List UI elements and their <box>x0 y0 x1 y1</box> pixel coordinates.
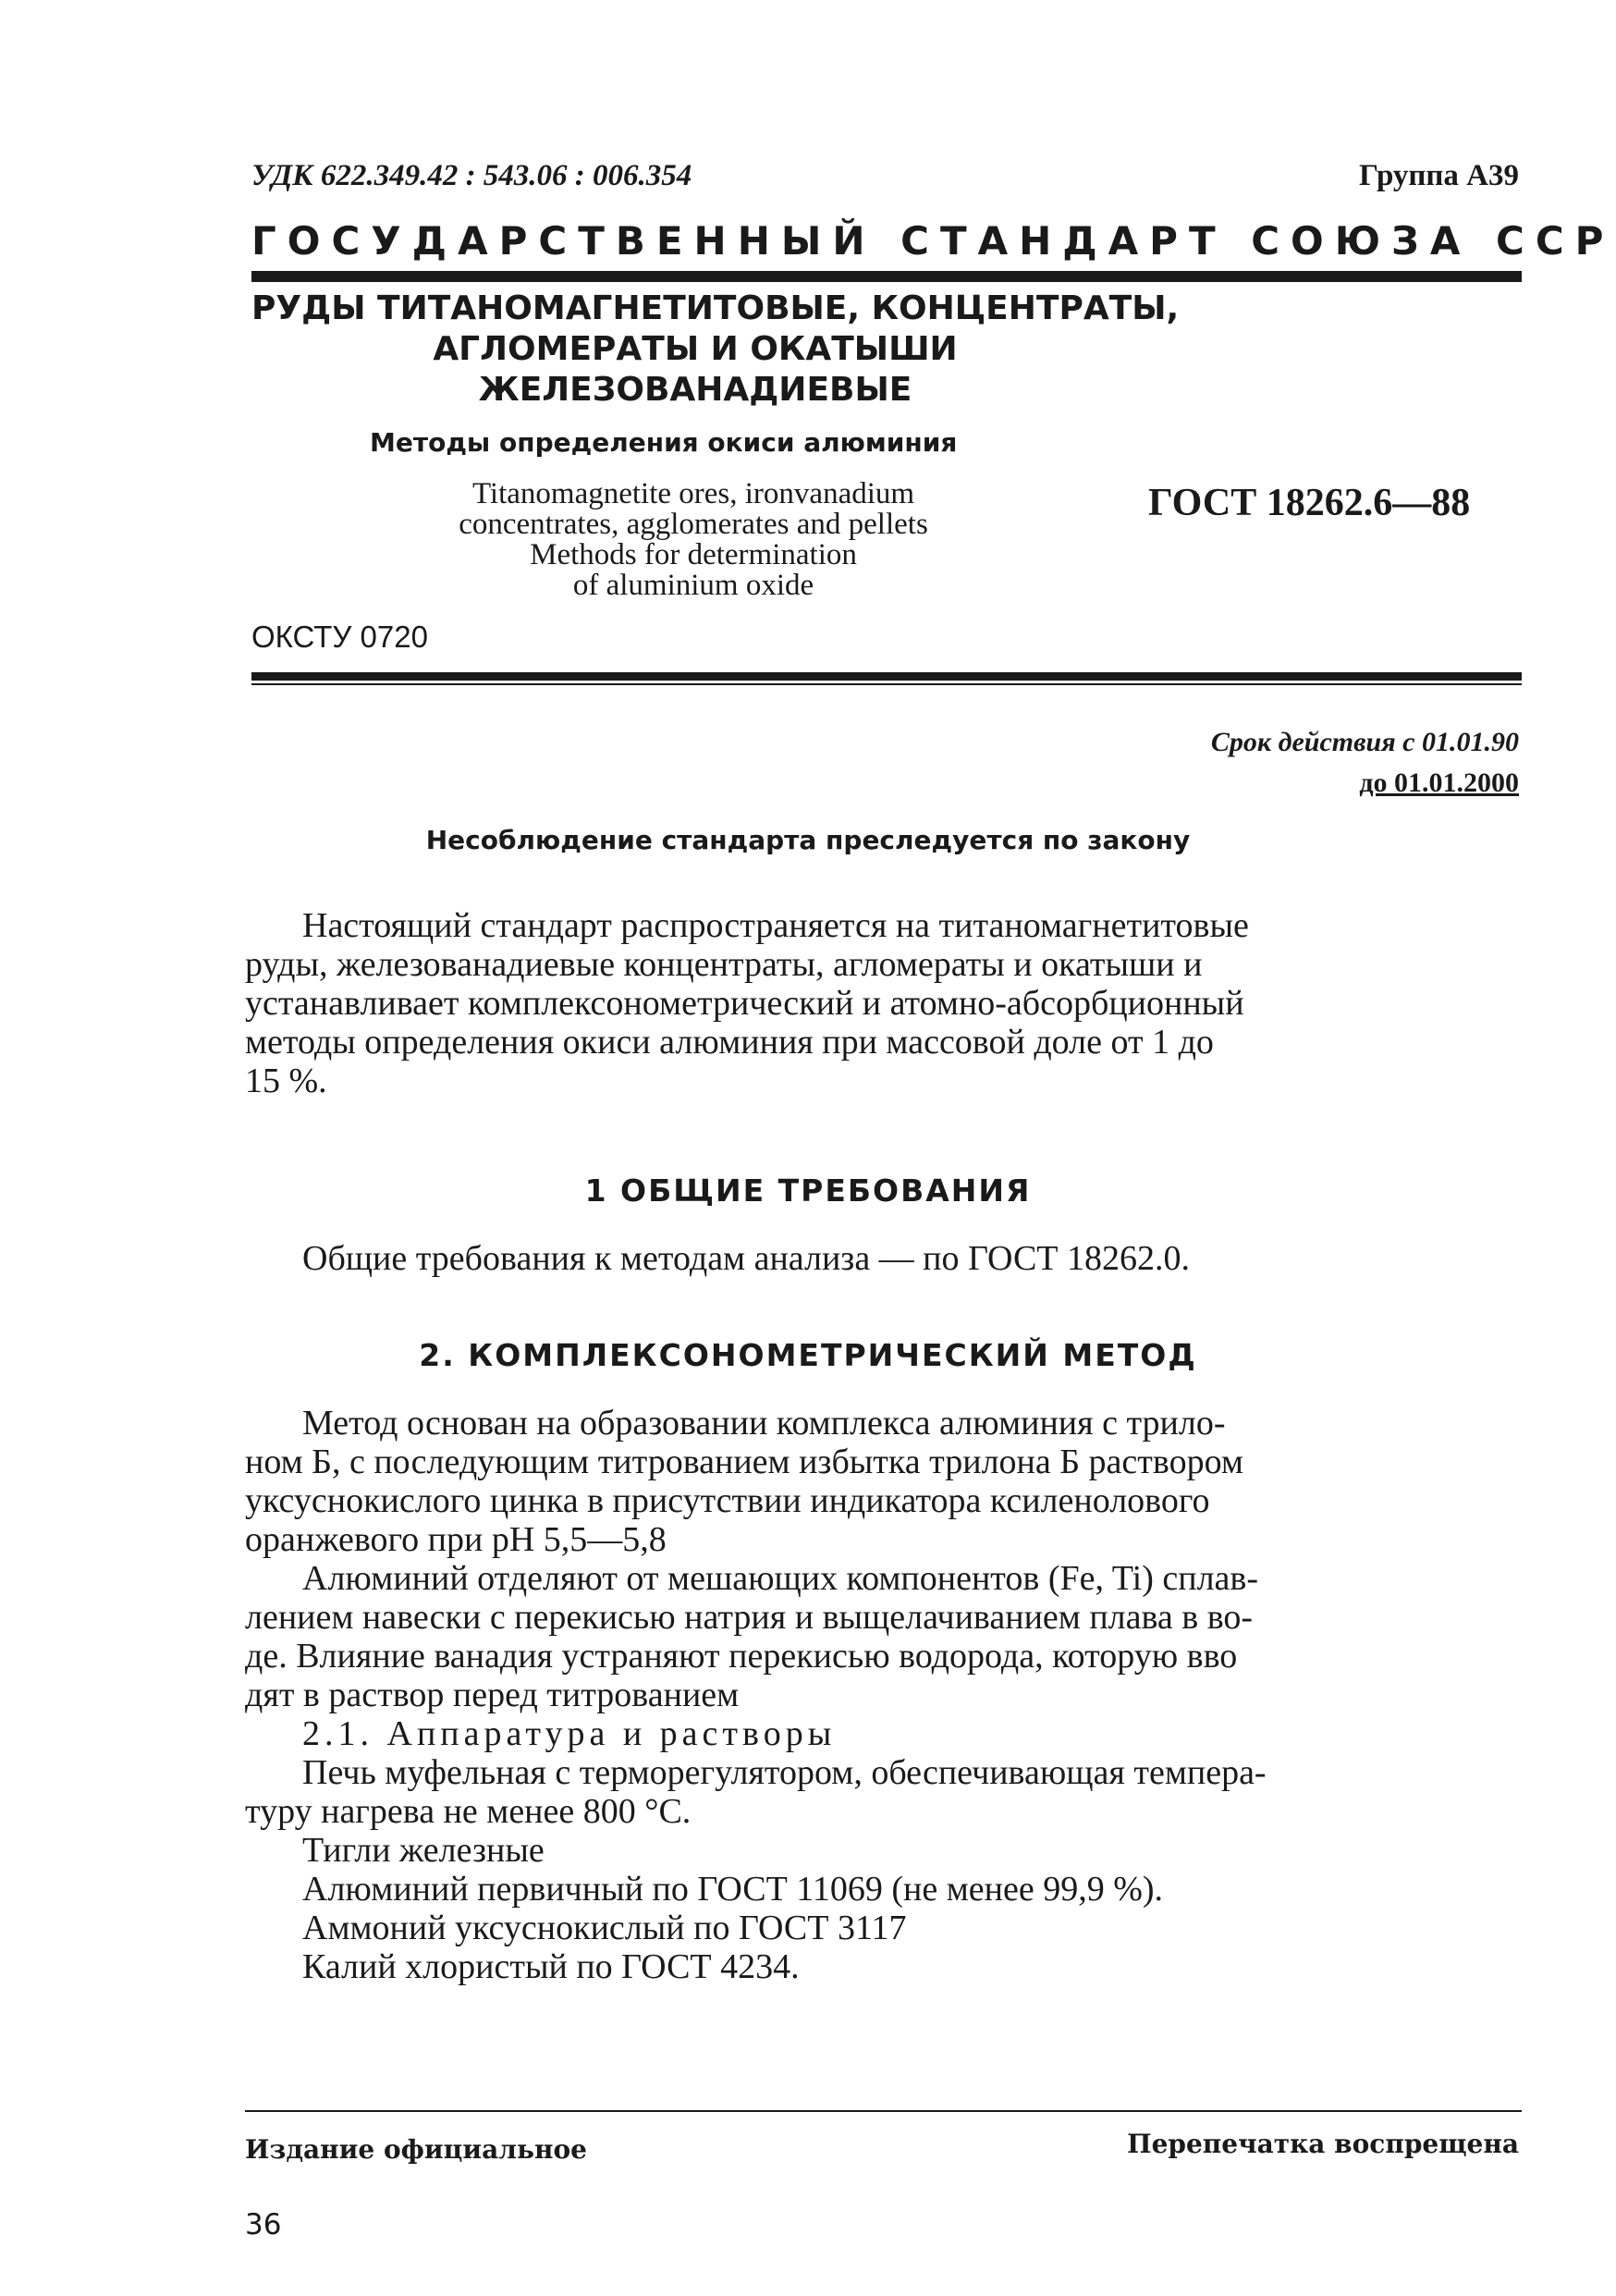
method-line: ном Б, с последующим титрованием избытка трилона Б раствором <box>245 1443 1243 1481</box>
reagent-item: Калий хлористый по ГОСТ 4234. <box>302 1947 800 1986</box>
group-code: Группа А39 <box>1359 159 1519 192</box>
state-standard-heading: ГОСУДАРСТВЕННЫЙ СТАНДАРТ СОЮЗА ССР <box>251 218 1615 264</box>
title-russian <box>251 289 1180 411</box>
apparatus-line: туру нагрева не менее 800 °С. <box>245 1792 692 1831</box>
reagent-item: Тигли железные <box>302 1831 545 1870</box>
footer-rule <box>245 2110 1522 2112</box>
separation-line: дят в раствор перед титрованием <box>245 1676 740 1714</box>
english-title-line: Titanomagnetite ores, ironvanadium <box>471 477 915 510</box>
law-notice: Несоблюдение стандарта преследуется по закону <box>425 825 1191 855</box>
title-line: РУДЫ ТИТАНОМАГНЕТИТОВЫЕ, КОНЦЕНТРАТЫ, <box>251 289 1180 327</box>
title-line: АГЛОМЕРАТЫ И ОКАТЫШИ <box>433 330 958 368</box>
top-thick-rule <box>251 271 1522 282</box>
header-bottom-thin-rule <box>251 683 1522 685</box>
intro-line: методы определения окиси алюминия при массовой доле от 1 до <box>245 1023 1214 1062</box>
method-line: Метод основан на образовании комплекса алюминия с трило- <box>302 1404 1226 1443</box>
intro-line: 15 %. <box>245 1062 327 1100</box>
gost-number: ГОСТ 18262.6—88 <box>1148 482 1471 524</box>
intro-line: устанавливает комплексонометрический и атомно-абсорбционный <box>245 984 1244 1023</box>
english-title-line: of aluminium oxide <box>572 569 814 602</box>
methods-subtitle: Методы определения окиси алюминия <box>370 427 958 458</box>
separation-line: де. Влияние ванадия устраняют перекисью водорода, которую вво <box>245 1637 1238 1676</box>
section-1-heading: 1 ОБЩИЕ ТРЕБОВАНИЯ <box>584 1173 1032 1209</box>
title-line: ЖЕЛЕЗОВАНАДИЕВЫЕ <box>478 371 912 409</box>
method-line: оранжевого при pH 5,5—5,8 <box>245 1520 667 1559</box>
section-1-line: Общие требования к методам анализа — по ГОСТ 18262.0. <box>302 1239 1191 1278</box>
english-title-line: concentrates, agglomerates and pellets <box>459 508 928 541</box>
reagent-item: Алюминий первичный по ГОСТ 11069 (не менее 99,9 %). <box>302 1870 1164 1909</box>
section-1-text <box>245 1239 1524 1278</box>
validity-from: Срок действия с 01.01.90 <box>1210 727 1519 757</box>
reagent-item: Аммоний уксуснокислый по ГОСТ 3117 <box>302 1909 907 1947</box>
intro-line: Настоящий стандарт распространяется на титаномагнетитовые <box>302 906 1249 945</box>
section-2-body <box>245 1404 1524 1986</box>
official-edition-label: Издание официальное <box>245 2134 587 2165</box>
section-2-heading: 2. КОМПЛЕКСОНОМЕТРИЧЕСКИЙ МЕТОД <box>419 1337 1197 1373</box>
subsection-2-1-heading: 2.1. Аппаратура и растворы <box>302 1714 837 1753</box>
separation-line: Алюминий отделяют от мешающих компонентов (Fe, Ti) сплав- <box>302 1559 1259 1598</box>
udk-code: УДК 622.349.42 : 543.06 : 006.354 <box>251 159 692 192</box>
apparatus-line: Печь муфельная с терморегулятором, обеспечивающая темпера- <box>302 1753 1267 1792</box>
english-title-line: Methods for determination <box>530 538 857 571</box>
intro-paragraph <box>245 906 1524 1100</box>
title-english <box>379 479 1008 601</box>
page-number: 36 <box>245 2208 282 2241</box>
okstu-code: ОКСТУ 0720 <box>251 620 428 654</box>
intro-line: руды, железованадиевые концентраты, агломераты и окатыши и <box>245 945 1203 984</box>
header-bottom-rule <box>251 672 1522 681</box>
reprint-prohibited-label: Перепечатка воспрещена <box>1127 2129 1519 2159</box>
validity-to: до 01.01.2000 <box>1359 767 1519 798</box>
method-line: уксуснокислого цинка в присутствии индикатора ксиленолового <box>245 1481 1210 1520</box>
separation-line: лением навески с перекисью натрия и выщелачиванием плава в во- <box>245 1598 1254 1637</box>
